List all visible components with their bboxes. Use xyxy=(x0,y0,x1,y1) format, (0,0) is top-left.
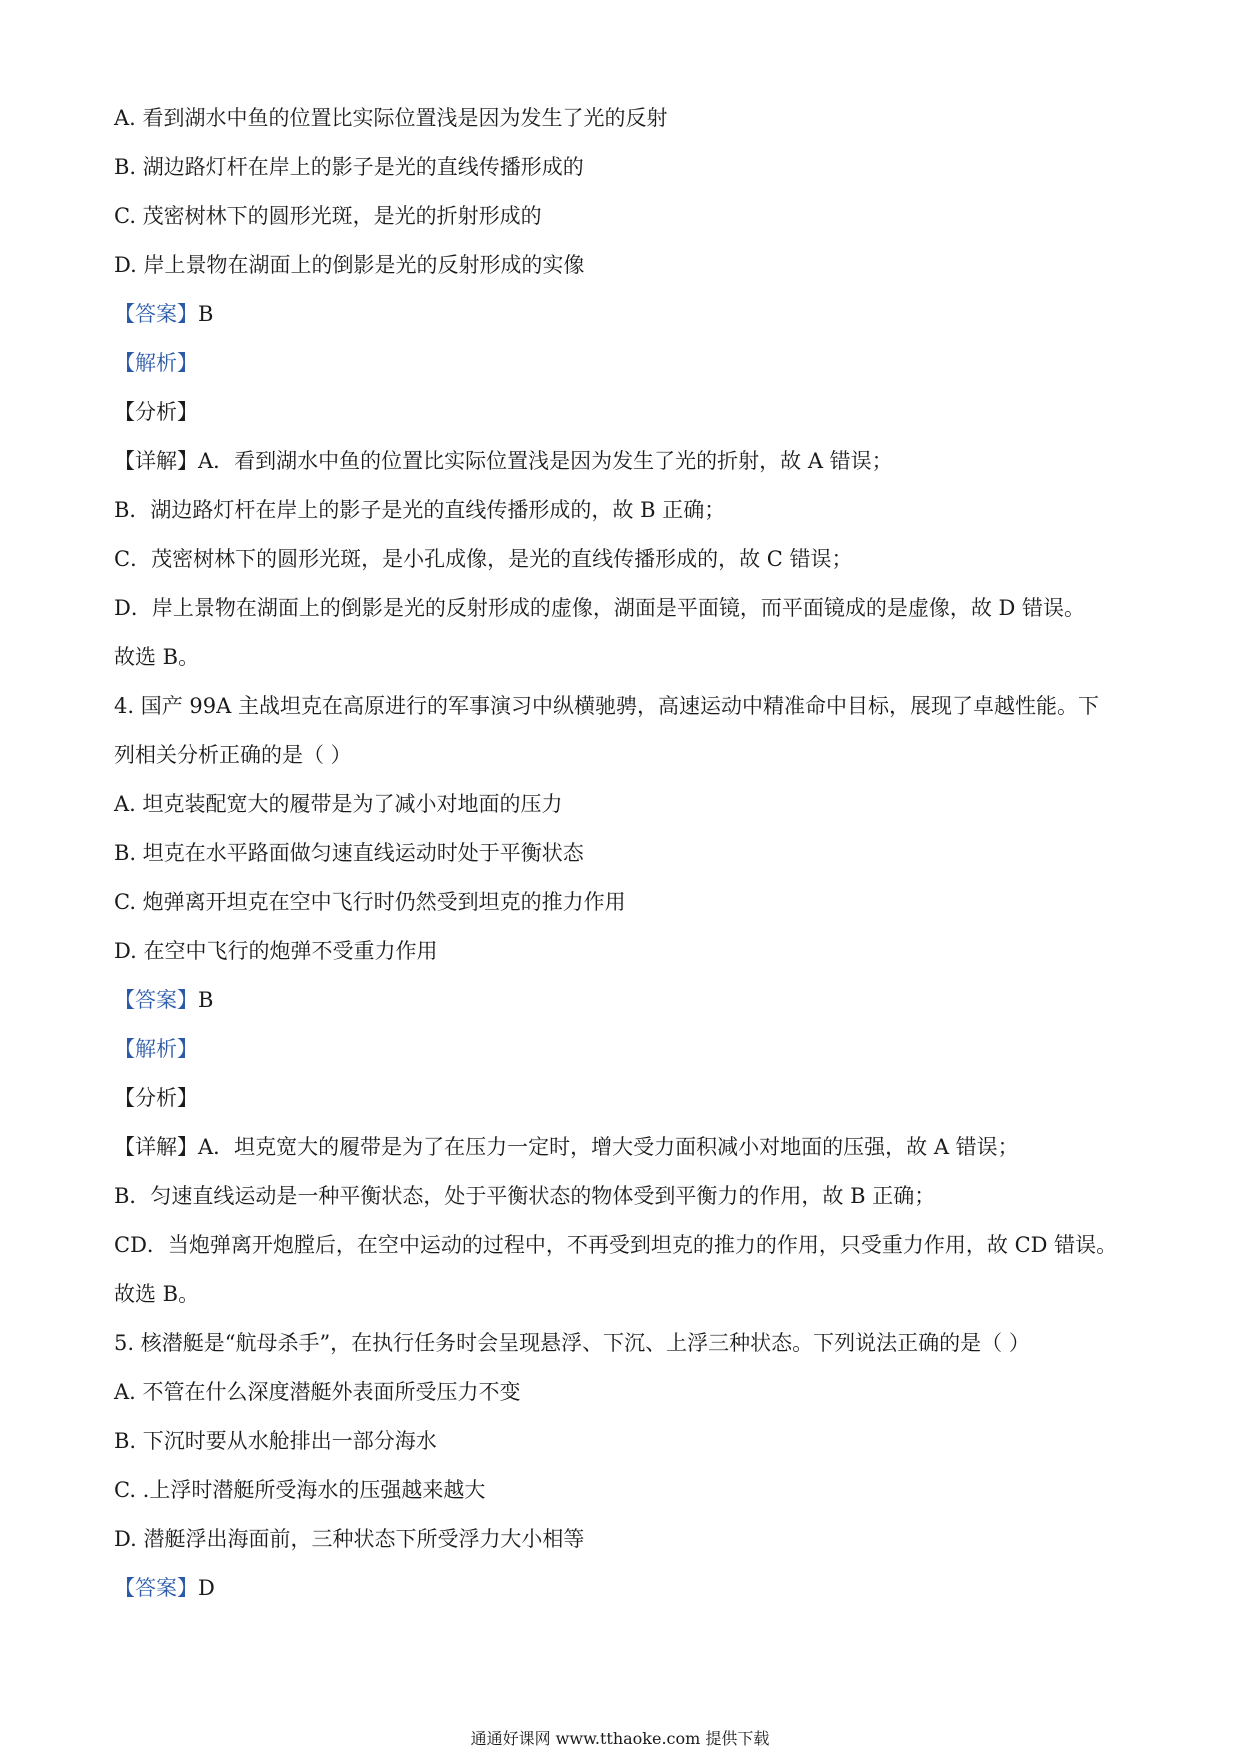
detail-text: A．看到湖水中鱼的位置比实际位置浅是因为发生了光的折射，故 A 错误； xyxy=(198,449,893,473)
q4-stem-line1: 4. 国产 99A 主战坦克在高原进行的军事演习中纵横驰骋，高速运动中精准命中目标，展现了卓越性能。下 xyxy=(114,694,1099,718)
answer-tag: 【答案】 xyxy=(114,988,198,1012)
q3-option-c: C. 茂密树林下的圆形光斑，是光的折射形成的 xyxy=(114,204,542,228)
q3-analysis-tag: 【解析】 xyxy=(114,351,198,375)
q3-detail-line4: D．岸上景物在湖面上的倒影是光的反射形成的虚像，湖面是平面镜，而平面镜成的是虚像，故 D 错误。 xyxy=(114,596,1086,620)
page-footer: 通通好课网 www.tthaoke.com 提供下载 xyxy=(470,1729,770,1748)
detail-text: A．坦克宽大的履带是为了在压力一定时，增大受力面积减小对地面的压强，故 A 错误； xyxy=(198,1135,1019,1159)
q4-option-c: C. 炮弹离开坦克在空中飞行时仍然受到坦克的推力作用 xyxy=(114,890,626,914)
q4-answer xyxy=(114,986,213,1014)
q3-detail-line1 xyxy=(114,447,893,475)
q4-option-b: B. 坦克在水平路面做匀速直线运动时处于平衡状态 xyxy=(114,841,584,865)
q4-detail-line3: CD．当炮弹离开炮膛后，在空中运动的过程中，不再受到坦克的推力的作用，只受重力作用，故 CD 错误。 xyxy=(114,1233,1118,1257)
q4-option-a: A. 坦克装配宽大的履带是为了减小对地面的压力 xyxy=(114,792,563,816)
q3-conclusion: 故选 B。 xyxy=(114,645,200,669)
q3-option-a: A. 看到湖水中鱼的位置比实际位置浅是因为发生了光的反射 xyxy=(114,106,668,130)
q5-option-a: A. 不管在什么深度潜艇外表面所受压力不变 xyxy=(114,1380,521,1404)
q5-option-d: D. 潜艇浮出海面前，三种状态下所受浮力大小相等 xyxy=(114,1527,585,1551)
q3-fenxi-tag: 【分析】 xyxy=(114,400,198,424)
q4-analysis-tag: 【解析】 xyxy=(114,1037,198,1061)
answer-tag: 【答案】 xyxy=(114,1576,198,1600)
q5-option-c: C. .上浮时潜艇所受海水的压强越来越大 xyxy=(114,1478,486,1502)
detail-tag: 【详解】 xyxy=(114,1135,198,1159)
answer-value: B xyxy=(198,302,214,326)
q4-fenxi-tag: 【分析】 xyxy=(114,1086,198,1110)
q4-detail-line1 xyxy=(114,1133,1019,1161)
q3-detail-line3: C．茂密树林下的圆形光斑，是小孔成像，是光的直线传播形成的，故 C 错误； xyxy=(114,547,853,571)
answer-value: B xyxy=(198,988,214,1012)
answer-tag: 【答案】 xyxy=(114,302,198,326)
q3-detail-line2: B．湖边路灯杆在岸上的影子是光的直线传播形成的，故 B 正确； xyxy=(114,498,726,522)
q3-option-b: B. 湖边路灯杆在岸上的影子是光的直线传播形成的 xyxy=(114,155,584,179)
q4-stem-line2: 列相关分析正确的是（ ） xyxy=(114,743,352,767)
detail-tag: 【详解】 xyxy=(114,449,198,473)
q4-detail-line2: B．匀速直线运动是一种平衡状态，处于平衡状态的物体受到平衡力的作用，故 B 正确； xyxy=(114,1184,936,1208)
q5-answer xyxy=(114,1574,215,1602)
q5-option-b: B. 下沉时要从水舱排出一部分海水 xyxy=(114,1429,437,1453)
q5-stem: 5. 核潜艇是“航母杀手”，在执行任务时会呈现悬浮、下沉、上浮三种状态。下列说法正确的是（ ） xyxy=(114,1331,1030,1355)
answer-value: D xyxy=(198,1576,215,1600)
q3-answer xyxy=(114,300,213,328)
q4-option-d: D. 在空中飞行的炮弹不受重力作用 xyxy=(114,939,438,963)
q3-option-d: D. 岸上景物在湖面上的倒影是光的反射形成的实像 xyxy=(114,253,585,277)
q4-conclusion: 故选 B。 xyxy=(114,1282,200,1306)
